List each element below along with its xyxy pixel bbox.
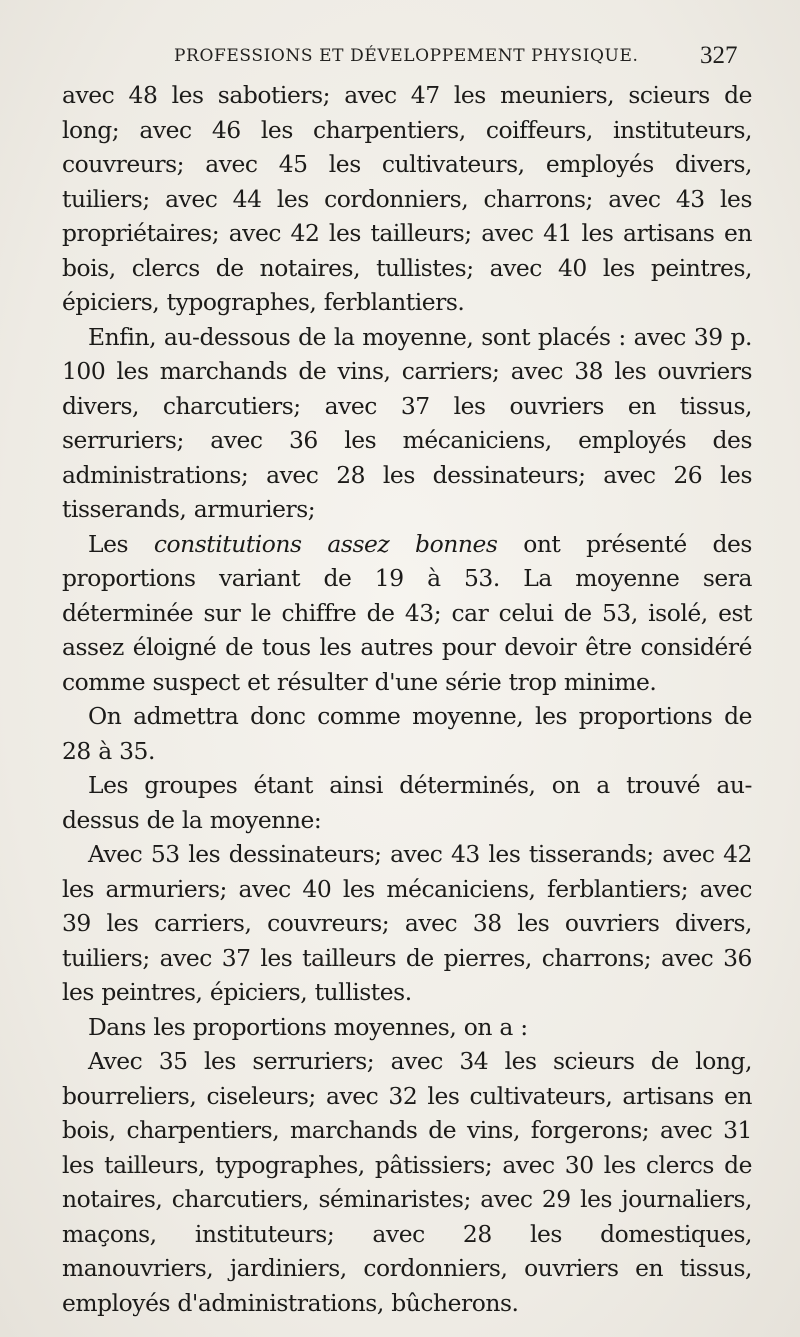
paragraph-emphasis: constitutions assez bonnes: [153, 529, 498, 558]
paragraph-average-intro: [62, 1010, 752, 1045]
running-head: [0, 40, 800, 74]
paragraph-text: Dans les proportions moyennes, on a :: [88, 1012, 528, 1041]
paragraph-text: avec 48 les sabotiers; avec 47 les meuniers, scieurs de long; avec 46 les charpentiers, coiffeurs, instituteurs, couvreurs; avec 45 les cultivateurs, employés divers, tuiliers; avec 44 les cordonniers, charrons; avec 43 les propriétaires; avec 42 les tailleurs; avec 41 les artisans en bois, clercs de notaires, tullistes; avec 40 les peintres, épiciers, typographes, ferblantiers.: [62, 81, 752, 316]
paragraph-text: Les groupes étant ainsi déterminés, on a trouvé au-dessus de la moyenne:: [62, 771, 752, 834]
paragraph-groups-intro: [62, 768, 752, 837]
paragraph-text: ont présenté des proportions variant de 19 à 53. La moyenne sera déterminée sur le chiffre de 43; car celui de 53, isolé, est assez éloigné de tous les autres pour devoir être considéré comme suspect et résulter d'une série trop minime.: [62, 529, 752, 696]
paragraph-text: Enfin, au-dessous de la moyenne, sont placés : avec 39 p. 100 les marchands de vins, carriers; avec 38 les ouvriers divers, charcutiers; avec 37 les ouvriers en tissus, serruriers; avec 36 les mécaniciens, employés des administrations; avec 28 les dessinateurs; avec 26 les tisserands, armuriers;: [62, 322, 752, 523]
paragraph-below-average: [62, 320, 752, 527]
paragraph-text: Avec 53 les dessinateurs; avec 43 les tisserands; avec 42 les armuriers; avec 40 les mécaniciens, ferblantiers; avec 39 les carriers, couvreurs; avec 38 les ouvriers divers, tuiliers; avec 37 les tailleurs de pierres, charrons; avec 36 les peintres, épiciers, tullistes.: [62, 840, 752, 1006]
paragraph-text: Avec 35 les serruriers; avec 34 les scieurs de long, bourreliers, ciseleurs; avec 32 les cultivateurs, artisans en bois, charpentiers, marchands de vins, forgerons; avec 31 les tailleurs, typographes, pâtissiers; avec 30 les clercs de notaires, charcutiers, séminaristes; avec 29 les journaliers, maçons, instituteurs; avec 28 les domestiques, manouvriers, jardiniers, cordonniers, ouvriers en tissus, employés d'administrations, bûcherons.: [62, 1047, 752, 1317]
paragraph-above-average-list: [62, 837, 752, 1010]
paragraph-average-range: [62, 699, 752, 768]
paragraph-constitutions-assez-bonnes: [62, 527, 752, 700]
paragraph-text: On admettra donc comme moyenne, les proportions de 28 à 35.: [62, 702, 752, 765]
body-text: [62, 78, 752, 1320]
paragraph-lead: Les: [88, 529, 129, 558]
paragraph-average-list: [62, 1044, 752, 1320]
running-title: PROFESSIONS ET DÉVELOPPEMENT PHYSIQUE.: [174, 46, 639, 66]
page-number: 327: [700, 42, 738, 69]
paragraph-continued-list: [62, 78, 752, 320]
